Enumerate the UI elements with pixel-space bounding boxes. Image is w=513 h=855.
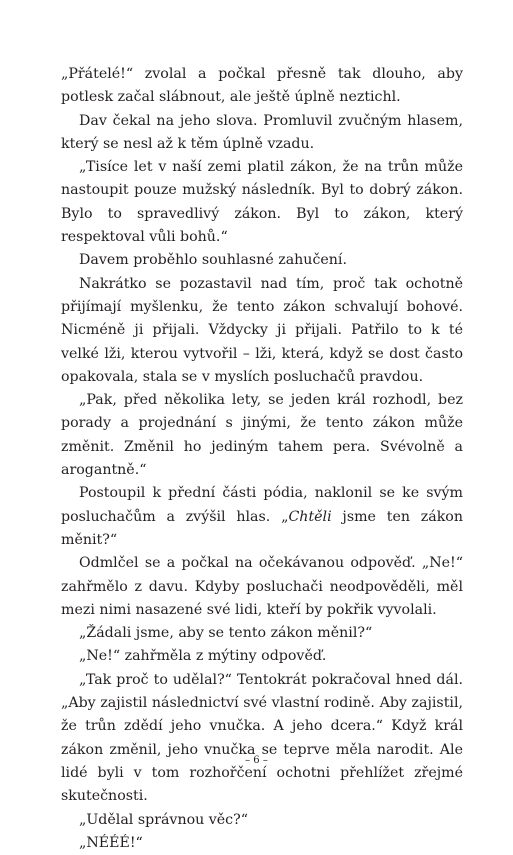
paragraph: „Udělal správnou věc?“ [79, 811, 248, 828]
emphasis-text: Chtěli [288, 508, 332, 525]
paragraph: „Žádali jsme, aby se tento zákon měnil?“ [79, 625, 373, 642]
paragraph [61, 482, 463, 552]
paragraph: „Tisíce let v naší zemi platil zákon, že na trůn může nastoupit pouze mužský následník. Byl to dobrý zákon. Bylo to spravedlivý zákon. Byl to zákon, který respektoval vůli bohů.“ [61, 159, 463, 246]
paragraph: „Tak proč to udělal?“ Tentokrát pokračoval hned dál. „Aby zajistil následnictví své vlastní rodině. Aby zajistil, že trůn zdědí jeho vnučka. A jeho dcera.“ Když král zákon změnil, jeho vnučka se teprve měla narodit. Ale lidé byli v tom rozhořčení ochotni přehlížet zřejmé skutečnosti. [61, 671, 463, 805]
paragraph: Nakrátko se pozastavil nad tím, proč tak ochotně přijímají myšlenku, že tento zákon schvalují bohové. Nicméně ji přijali. Vždycky ji přijali. Patřilo to k té velké lži, kterou vytvořil – lži, která, když se dost často opakovala, stala se v myslích posluchačů pravdou. [61, 275, 463, 385]
paragraph: Dav čekal na jeho slova. Promluvil zvučným hlasem, který se nesl až k těm úplně vzadu. [61, 112, 463, 152]
paragraph: Davem proběhlo souhlasné zahučení. [79, 252, 347, 269]
paragraph: „Přátelé!“ zvolal a počkal přesně tak dlouho, aby potlesk začal slábnout, ale ještě úplně neztichl. [61, 66, 463, 106]
paragraph: „Ne!“ zahřměla z mýtiny odpověď. [79, 648, 327, 665]
page-body [61, 63, 463, 855]
paragraph: Odmlčel se a počkal na očekávanou odpověď. „Ne!“ zahřmělo z davu. Kdyby posluchači neodpověděli, měl mezi nimi nasazené své lidi, kteří by pokřik vyvolali. [61, 555, 463, 618]
page-number: – 6 – [245, 755, 268, 766]
paragraph: „NÉÉÉ!“ [79, 834, 143, 851]
paragraph: „Pak, před několika lety, se jeden král rozhodl, bez porady a projednání s jinými, že tento zákon může změnit. Změnil ho jediným tahem pera. Svévolně a arogantně.“ [61, 392, 463, 479]
paragraph-text: jsme ten zákon měnit?“ [61, 508, 463, 548]
paragraph-text: Postoupil k přední části pódia, naklonil se ke svým posluchačům a zvýšil hlas. „ [61, 485, 463, 525]
